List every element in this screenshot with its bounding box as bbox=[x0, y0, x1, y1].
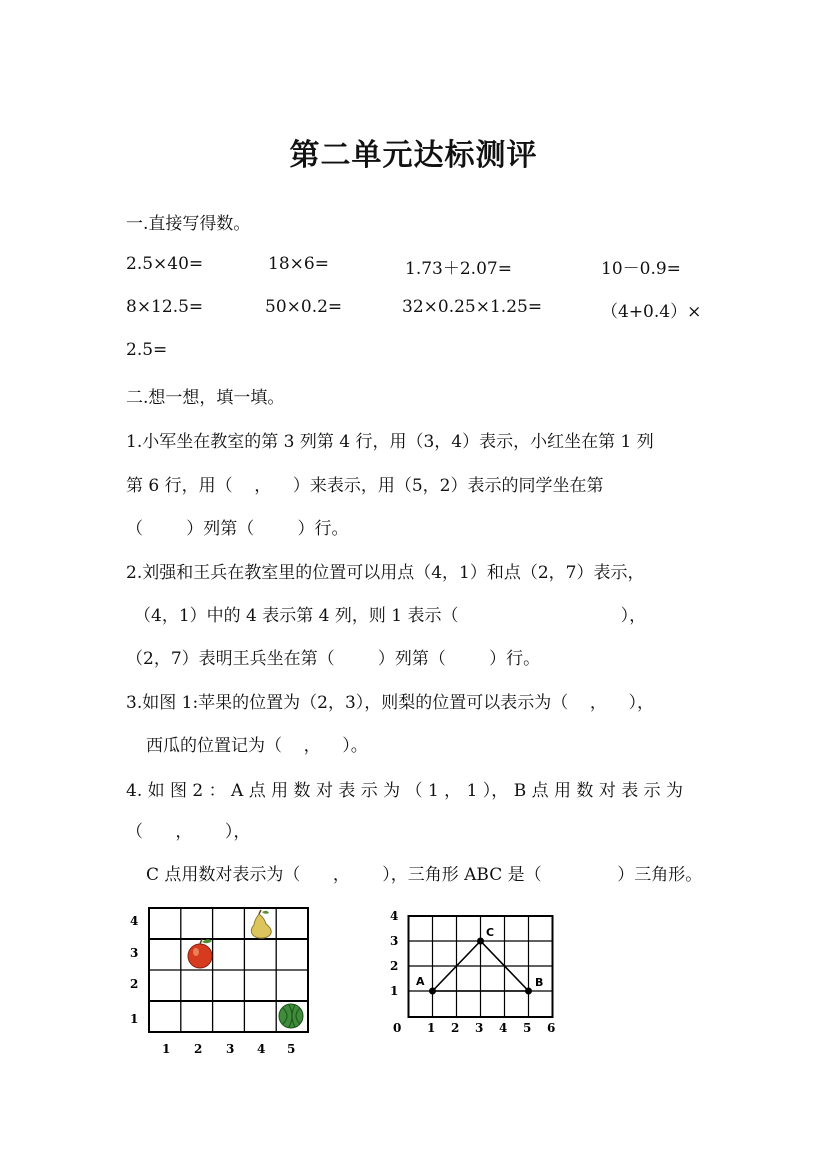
question-4-line: C 点用数对表示为（ ， ），三角形 ABC 是（ ）三角形。 bbox=[146, 865, 703, 885]
x-axis-label: 5 bbox=[523, 1021, 532, 1035]
apple-icon bbox=[188, 939, 212, 968]
x-axis-label: 3 bbox=[226, 1042, 235, 1056]
point-c bbox=[477, 938, 484, 945]
calc-item: 10－0.9= bbox=[601, 259, 681, 279]
y-axis-label: 4 bbox=[390, 909, 399, 923]
calc-item: 50×0.2= bbox=[265, 297, 343, 317]
question-3-line: 西瓜的位置记为（ ， ）。 bbox=[146, 736, 368, 756]
y-axis-label: 1 bbox=[130, 1012, 139, 1026]
y-axis-label: 2 bbox=[130, 977, 139, 991]
y-axis-label: 3 bbox=[130, 946, 139, 960]
calc-item: 2.5×40= bbox=[126, 254, 204, 274]
section1-heading: 一.直接写得数。 bbox=[126, 214, 251, 234]
page-title: 第二单元达标测评 bbox=[289, 138, 538, 173]
question-3-line: 3.如图 1:苹果的位置为（2，3），则梨的位置可以表示为（ ， ）， bbox=[126, 693, 655, 713]
calc-item-wrap: 2.5= bbox=[126, 340, 168, 360]
x-axis-label: 1 bbox=[427, 1021, 436, 1035]
calc-item: 18×6= bbox=[268, 254, 329, 274]
question-2-line: 2.刘强和王兵在教室里的位置可以用点（4，1）和点（2，7）表示， bbox=[126, 563, 645, 583]
point-label: B bbox=[535, 976, 544, 989]
watermelon-icon bbox=[279, 1004, 303, 1028]
point-label: C bbox=[486, 926, 495, 939]
point-b bbox=[525, 988, 532, 995]
question-2-line: （4，1）中的 4 表示第 4 列，则 1 表示（ ）， bbox=[134, 606, 647, 626]
point-a bbox=[429, 988, 436, 995]
y-axis-label: 1 bbox=[390, 984, 399, 998]
x-axis-label: 2 bbox=[194, 1042, 203, 1056]
figure-1-fruit-grid bbox=[120, 900, 320, 1065]
point-label: A bbox=[416, 975, 425, 988]
x-axis-label: 5 bbox=[287, 1042, 296, 1056]
section2-heading: 二.想一想，填一填。 bbox=[126, 388, 285, 408]
x-axis-label: 0 bbox=[393, 1021, 402, 1035]
x-axis-label: 2 bbox=[451, 1021, 460, 1035]
calc-item: 8×12.5= bbox=[126, 297, 204, 317]
y-axis-label: 2 bbox=[390, 959, 399, 973]
question-4-line: （ ， ）， bbox=[126, 822, 251, 842]
pear-icon bbox=[251, 910, 271, 938]
figure-2-triangle-grid bbox=[385, 900, 570, 1040]
question-2-line: （2，7）表明王兵坐在第（ ）列第（ ）行。 bbox=[126, 649, 541, 669]
x-axis-label: 3 bbox=[475, 1021, 484, 1035]
y-axis-label: 4 bbox=[130, 914, 139, 928]
calc-item: 32×0.25×1.25= bbox=[402, 297, 543, 317]
calc-item: （4+0.4）× bbox=[601, 302, 702, 322]
calc-item: 1.73＋2.07= bbox=[405, 259, 512, 279]
question-1-line: 1.小军坐在教室的第 3 列第 4 行，用（3，4）表示，小红坐在第 1 列 bbox=[126, 432, 654, 452]
question-4-line: 4. 如 图 2 ： A 点 用 数 对 表 示 为 （ 1 ， 1 ）， B 点 用 数 对 表 示 为 bbox=[126, 781, 684, 801]
x-axis-label: 1 bbox=[162, 1042, 171, 1056]
x-axis-label: 4 bbox=[257, 1042, 266, 1056]
y-axis-label: 3 bbox=[390, 934, 399, 948]
question-1-line: （ ）列第（ ）行。 bbox=[126, 519, 349, 539]
x-axis-label: 6 bbox=[547, 1021, 556, 1035]
x-axis-label: 4 bbox=[499, 1021, 508, 1035]
question-1-line: 第 6 行，用（ ， ）来表示，用（5，2）表示的同学坐在第 bbox=[126, 476, 604, 496]
